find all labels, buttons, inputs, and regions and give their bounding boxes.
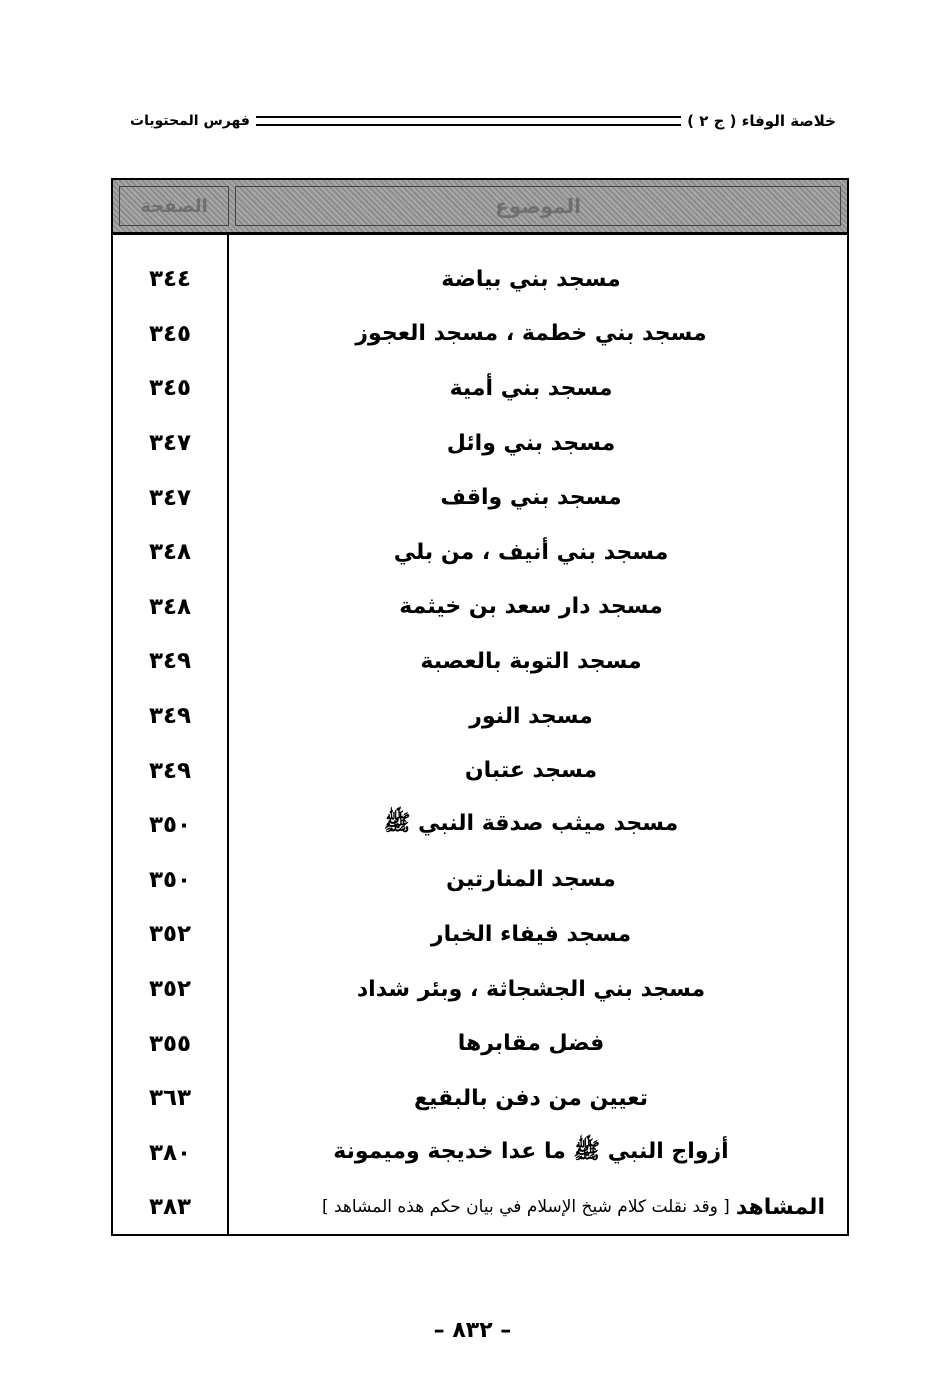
table-row <box>113 416 847 471</box>
table-row <box>113 580 847 635</box>
row-page-number: ٣٤٥ <box>148 320 192 347</box>
topic-text: مسجد بني خطمة ، مسجد العجوز <box>355 321 707 347</box>
table-header <box>113 180 847 235</box>
row-topic <box>237 307 825 362</box>
table-row <box>113 689 847 744</box>
section-title: فهرس المحتويات <box>130 113 250 129</box>
topic-text: فضل مقابرها <box>457 1031 605 1057</box>
topic-text: أزواج النبي ﷺ ما عدا خديجة وميمونة <box>333 1138 729 1164</box>
table-row <box>113 1071 847 1126</box>
row-topic <box>237 1071 825 1126</box>
topic-text: مسجد بني أنيف ، من بلي <box>393 539 669 565</box>
row-page-number: ٣٨٠ <box>148 1139 192 1166</box>
table-row <box>113 361 847 416</box>
topic-text: مسجد بني الجشجاثة ، وبئر شداد <box>356 976 706 1002</box>
table-row <box>113 1180 847 1235</box>
row-topic <box>237 525 825 580</box>
row-page-number: ٣٤٧ <box>148 484 192 511</box>
row-topic <box>237 361 825 416</box>
row-topic <box>237 580 825 635</box>
row-page-number: ٣٤٩ <box>148 703 192 730</box>
topic-note: [ وقد نقلت كلام شيخ الإسلام في بيان حكم هذه المشاهد ] <box>321 1197 730 1218</box>
row-topic <box>237 416 825 471</box>
row-page-number: ٣٤٨ <box>148 593 192 620</box>
table-body <box>113 252 847 1235</box>
page-number: – ٨٣٢ – <box>433 1318 512 1343</box>
table-row <box>113 853 847 908</box>
table-row <box>113 962 847 1017</box>
row-topic <box>237 798 825 853</box>
table-row <box>113 634 847 689</box>
row-topic <box>237 853 825 908</box>
table-row <box>113 470 847 525</box>
row-page-number: ٣٨٣ <box>148 1194 192 1221</box>
table-row <box>113 907 847 962</box>
topic-text: مسجد المنارتين <box>446 867 616 893</box>
topic-text: مسجد بني بياضة <box>441 266 621 292</box>
row-page-number: ٣٤٧ <box>148 430 192 457</box>
table-row <box>113 252 847 307</box>
row-topic <box>237 470 825 525</box>
table-row <box>113 307 847 362</box>
table-row <box>113 1126 847 1181</box>
topic-text: تعيين من دفن بالبقيع <box>414 1085 648 1111</box>
column-header-topic: الموضوع <box>235 186 841 226</box>
row-page-number: ٣٤٩ <box>148 648 192 675</box>
table-row <box>113 743 847 798</box>
row-topic <box>237 689 825 744</box>
row-topic <box>237 1016 825 1071</box>
topic-text: مسجد فيفاء الخبار <box>430 921 632 947</box>
topic-text: المشاهد <box>735 1194 825 1220</box>
row-page-number: ٣٥٢ <box>148 921 192 948</box>
topic-text: مسجد بني واقف <box>440 485 622 511</box>
row-topic <box>237 1126 825 1181</box>
topic-text: مسجد بني وائل <box>446 430 616 456</box>
topic-text: مسجد دار سعد بن خيثمة <box>399 594 663 620</box>
topic-text: مسجد ميثب صدقة النبي ﷺ <box>383 811 679 837</box>
row-page-number: ٣٥٢ <box>148 976 192 1003</box>
row-page-number: ٣٦٣ <box>148 1085 192 1112</box>
row-page-number: ٣٤٥ <box>148 375 192 402</box>
table-row <box>113 525 847 580</box>
row-page-number: ٣٥٥ <box>148 1030 192 1057</box>
header-rule <box>256 116 681 126</box>
book-title: خلاصة الوفاء ( ج ٢ ) <box>687 112 836 130</box>
column-header-page: الصفحة <box>119 186 229 226</box>
contents-table <box>111 178 849 1236</box>
topic-text: مسجد التوبة بالعصبة <box>420 648 642 674</box>
topic-text: مسجد النور <box>469 703 593 729</box>
running-header <box>130 108 836 134</box>
row-topic <box>237 907 825 962</box>
row-topic <box>237 962 825 1017</box>
table-row <box>113 798 847 853</box>
row-page-number: ٣٥٠ <box>148 866 192 893</box>
topic-text: مسجد بني أمية <box>449 375 613 401</box>
row-topic <box>237 252 825 307</box>
row-page-number: ٣٤٤ <box>148 266 192 293</box>
row-page-number: ٣٥٠ <box>148 812 192 839</box>
row-topic <box>237 743 825 798</box>
row-page-number: ٣٤٨ <box>148 539 192 566</box>
row-page-number: ٣٤٩ <box>148 757 192 784</box>
topic-text: مسجد عتبان <box>464 758 598 784</box>
table-row <box>113 1016 847 1071</box>
row-topic <box>237 634 825 689</box>
row-topic <box>237 1180 825 1235</box>
